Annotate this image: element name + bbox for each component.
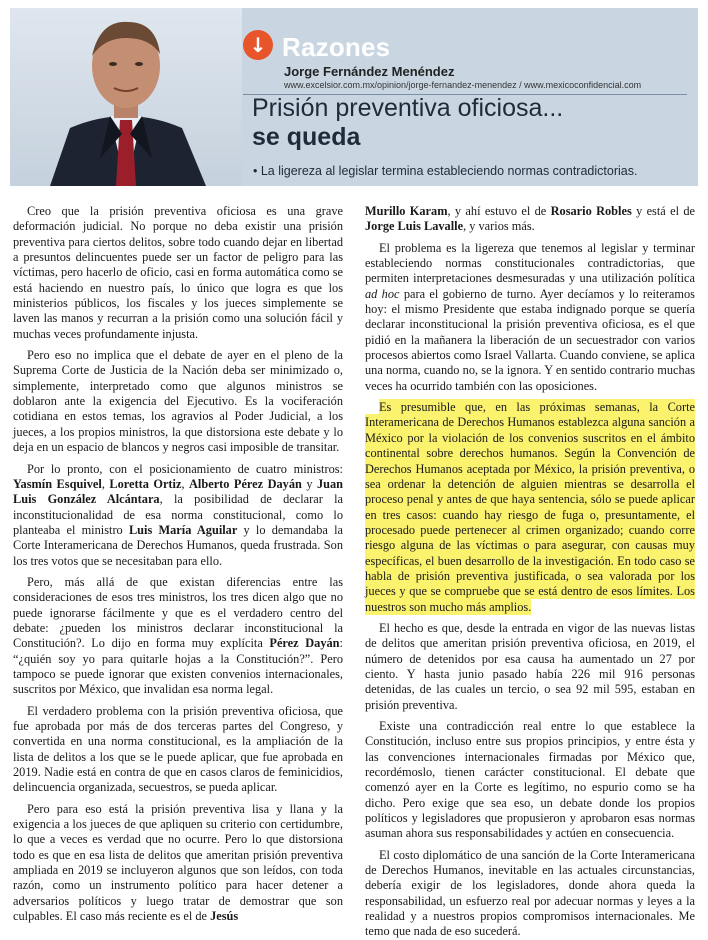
author-name: Jorge Fernández Menéndez xyxy=(284,64,455,79)
paragraph: Por lo pronto, con el posicionamiento de cuatro ministros: Yasmín Esquivel, Loretta Ortiz, Alberto Pérez Dayán y Juan Luis González Alcántara, la posibilidad de declarar la inconstitucionalidad de esa norma constitucional, como lo planteaba el ministro Luis María Aguilar y lo demandaba la Corte Interamericana de Derechos Humanos, queda frustrada. Son los tres votos que se necesitaban para ello. xyxy=(13,461,344,568)
author-urls[interactable]: www.excelsior.com.mx/opinion/jorge-fernandez-menendez / www.mexicoconfidencial.com xyxy=(284,80,642,90)
paragraph: El problema es la ligereza que tenemos al legislar y terminar estableciendo normas constitucionales contradictorias, que permiten interpretaciones desmesuradas y una utilización política ad hoc para el gobierno de turno. Ayer decíamos y lo reiteramos hoy: el mismo Presidente que estaba indignado porque se quería declarar inconstitucional la prisión preventiva oficiosa, es el que pidió en la mañanera la liberación de un secuestrador con varios procesos abiertos como Israel Vallarta. Cuando conviene, se aplica una norma, cuando no, se la ignora. Y en sentido contrario muchas veces ha ocurrido también con las oposiciones. xyxy=(365,240,695,393)
paragraph: Pero para eso está la prisión preventiva lisa y llana y la exigencia a los jueces de que apliquen su criterio con certidumbre, lo que a veces es verdad que no ocurre. Pero lo que distorsiona todo es que en esa lista de delitos que ameritan prisión preventiva ampliada en 2019 se incluyeron algunos que son leídos, con toda razón, como un instrumento político para hacer detener a adversarios políticos y luego tratar de demostrar que son culpables. El caso más reciente es el de Jesús xyxy=(13,801,343,924)
name-bold: Jorge Luis Lavalle xyxy=(365,219,464,234)
name-bold: Loretta Ortiz xyxy=(109,476,182,491)
paragraph: Murillo Karam, y ahí estuvo el de Rosario Robles y está el de Jorge Luis Lavalle, y varios más. xyxy=(365,204,695,234)
paragraph: Pero eso no implica que el debate de ayer en el pleno de la Suprema Corte de Justicia de la Nación deba ser minimizado o, simplemente, interpretado como que algunos ministros se doblaron ante la exigencia del Ejecutivo. Es la vociferación cotidiana en estos temas, los agravios al Poder Judicial, a los jueces, a los propios ministros, la que distorsiona este debate y lo deja en un espacio de blancos y negros casi imposible de transitar. xyxy=(13,348,343,455)
article-column-right xyxy=(365,204,695,939)
highlight: Es presumible que, en las próximas semanas, la Corte Interamericana de Derechos Humanos establezca alguna sanción a México por la violación de los convenios suscritos en el ámbito continental sobre derechos humanos. Según la Convención de Derechos Humanos aceptada por México, la prisión preventiva, o sea ordenar la detención de alguien mientras se desarrolla el proceso penal y antes de que haya sentencia, sólo se puede aplicar en tres casos: cuando hay riesgo de fuga o, presuntamente, el procesado puede pertenecer al crimen organizado; cuando corre riesgo alguna de las víctimas o para asegurar, con causas muy específicas, el buen desarrollo de la investigación. En todo caso se habla de prisión preventiva justificada, o sea valorada por los jueces y que se compruebe que se está dentro de esos límites. Los nuestros son mucho más amplios. xyxy=(365,400,695,614)
name-bold: Pérez Dayán xyxy=(269,636,340,651)
article-column-left xyxy=(13,204,344,924)
author-photo xyxy=(10,8,242,186)
headline-line-2: se queda xyxy=(252,123,361,151)
name-bold: Jesús xyxy=(210,909,239,924)
section-title: Razones xyxy=(282,32,391,62)
paragraph: Creo que la prisión preventiva oficiosa es una grave deformación judicial. No porque no deba existir una prisión preventiva para ciertos delitos, sobre todo cuando dejar en libertad a presuntos delincuentes puede ser un factor de peligro para las víctimas, pero hacerlo de oficio, casi en forma automática como se está haciendo en nuestro país, lo único que logra es que los ministerios públicos, los fiscales y los jueces simplemente se laven las manos y recurran a la prisión como una solución fácil y muchas veces profundamente injusta. xyxy=(13,204,343,341)
subheadline: • La ligereza al legislar termina estableciendo normas contradictorias. xyxy=(253,164,638,178)
highlighted-paragraph xyxy=(365,400,695,615)
name-bold: Luis María Aguilar xyxy=(128,522,238,537)
name-bold: Rosario Robles xyxy=(550,204,632,218)
headline xyxy=(252,94,692,152)
name-bold: Murillo Karam xyxy=(365,204,448,218)
paragraph: Existe una contradicción real entre lo que establece la Constitución, incluso entre sus propios principios, y entre ésta y las convenciones internacionales firmadas por México que, recordémoslo, tienen carácter constitucional. El debate que comenzó ayer en la Corte es legítimo, no espurio como se ha dicho. Pero exige que sea eso, un debate donde los propios políticos y legisladores que propusieron y aprobaron esas normas asuman ahora sus responsabilidades y actúen en consecuencia. xyxy=(365,719,695,841)
name-bold: Alberto Pérez Dayán xyxy=(189,476,302,491)
paragraph: El verdadero problema con la prisión preventiva oficiosa, que fue aprobada por más de dos terceras partes del Congreso, y convertida en una norma constitucional, es la ampliación de la lista de delitos a los que se le puede aplicar, que fue aprobada en 2019. Nadie está en contra de que en casos claros de feminicidios, delincuencia organizada, secuestros, se pueda aplicar. xyxy=(13,703,343,795)
paragraph: El costo diplomático de una sanción de la Corte Interamericana de Derechos Humanos, inevitable en las actuales circunstancias, debería exigir de los legisladores, donde ahora queda la responsabilidad, un esfuerzo real por adecuar normas y leyes a la realidad y a nuestros propios compromisos internacionales. Me temo que nada de eso sucederá. xyxy=(365,847,695,939)
author-portrait-illustration xyxy=(10,8,242,186)
column-header xyxy=(10,8,698,186)
name-bold: Juan Luis González Alcántara xyxy=(13,476,344,507)
name-bold: Yasmín Esquivel xyxy=(13,476,102,491)
paragraph: El hecho es que, desde la entrada en vigor de las nuevas listas de delitos que ameritan prisión preventiva oficiosa, en 2019, el número de detenidos por esa causa ha aumentado un 27 por ciento. Y hasta junio pasado había 226 mil 916 personas detenidas, de las cuales un tercio, o sea 92 mil 595, estaban en prisión preventiva. xyxy=(365,620,695,712)
paragraph: Pero, más allá de que existan diferencias entre las consideraciones de esos tres ministros, los tres dicen algo que no puede ignorarse fácilmente y que es el verdadero centro del debate: ¿pueden los ministros declarar inconstitucional la Constitución?. Lo dijo en forma muy explícita Pérez Dayán: “¿quién soy yo para quitarle hojas a la Constitución?”. Pero tampoco se puede ignorar que existen convenios internacionales, suscritos por México, que invalidan esa norma legal. xyxy=(13,574,343,697)
arrow-down-icon: ↓ xyxy=(243,30,273,60)
headline-line-1: Prisión preventiva oficiosa... xyxy=(252,94,564,122)
